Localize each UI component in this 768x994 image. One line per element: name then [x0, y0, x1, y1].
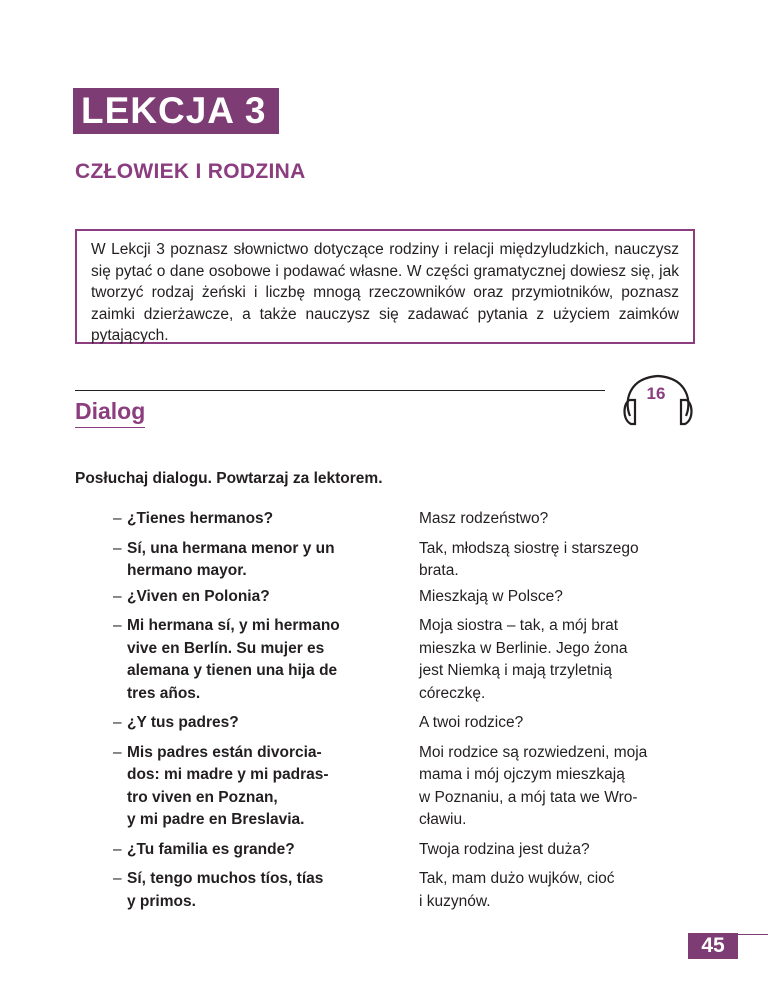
dialog-es-text: Sí, tengo muchos tíos, tías: [127, 870, 324, 887]
lesson-title: LEKCJA 3: [73, 88, 279, 134]
dialog-line-es: [113, 712, 419, 735]
dialog-row: [113, 586, 713, 609]
dialog-pl-text: Tak, młodszą siostrę i starszego: [419, 539, 639, 557]
dialog-es-text: Mi hermana sí, y mi hermano: [127, 617, 340, 634]
dialog-list: [113, 508, 713, 913]
dialog-pl-text: Masz rodzeństwo?: [419, 510, 549, 527]
dialog-pl-text: jest Niemką i mają trzyletnią: [419, 662, 612, 679]
dialog-line-pl: [419, 586, 709, 609]
section-divider: [75, 390, 605, 391]
dialog-pl-text: A twoi rodzice?: [419, 714, 524, 731]
track-number: 16: [646, 384, 666, 403]
dialog-row: [113, 742, 713, 832]
dialog-dash: –: [113, 587, 122, 605]
page-rule: [738, 934, 768, 935]
dialog-line-es: [113, 538, 419, 583]
dialog-es-text: vive en Berlín. Su mujer es: [127, 639, 325, 657]
dialog-row: [113, 508, 713, 531]
dialog-es-text: y mi padre en Breslavia.: [127, 811, 305, 828]
dialog-dash: –: [113, 840, 122, 858]
dialog-line-es: [113, 615, 419, 705]
dialog-pl-text: Twoja rodzina jest duża?: [419, 840, 590, 858]
dialog-pl-text: córeczkę.: [419, 684, 486, 702]
dialog-pl-text: Moja siostra – tak, a mój brat: [419, 617, 618, 634]
dialog-es-text: ¿Y tus padres?: [127, 714, 239, 731]
dialog-line-es: [113, 508, 419, 531]
dialog-pl-text: i kuzynów.: [419, 892, 491, 910]
dialog-dash: –: [113, 743, 122, 761]
dialog-row: [113, 615, 713, 705]
dialog-pl-text: mama i mój ojczym mieszkają: [419, 766, 625, 783]
dialog-pl-text: w Poznaniu, a mój tata we Wro-: [419, 788, 638, 806]
dialog-line-pl: [419, 868, 709, 913]
dialog-row: [113, 868, 713, 913]
dialog-line-pl: [419, 712, 709, 735]
page-number: 45: [688, 933, 738, 959]
dialog-line-es: [113, 742, 419, 832]
dialog-pl-text: cławiu.: [419, 811, 467, 828]
dialog-dash: –: [113, 510, 122, 527]
lesson-subtitle: CZŁOWIEK I RODZINA: [75, 160, 306, 183]
dialog-line-pl: [419, 839, 709, 862]
dialog-line-pl: [419, 742, 709, 832]
dialog-line-es: [113, 868, 419, 913]
dialog-es-text: y primos.: [127, 892, 196, 910]
dialog-es-text: ¿Tu familia es grande?: [127, 840, 295, 858]
dialog-line-pl: [419, 615, 709, 705]
intro-text: W Lekcji 3 poznasz słownictwo dotyczące rodziny i relacji międzyludzkich, nauczysz się pytać o dane osobowe i podawać własne. W części gramatycznej dowiesz się, jak tworzyć rodzaj żeński i liczbę mnogą rzeczowników oraz przymiotników, poznasz zaimki dzierżawcze, a także nauczysz się zadawać pytania z użyciem zaimków pytających.: [91, 241, 679, 344]
dialog-es-text: tro viven en Poznan,: [127, 788, 278, 806]
dialog-es-text: dos: mi madre y mi padras-: [127, 766, 329, 783]
dialog-es-text: Mis padres están divorcia-: [127, 743, 322, 761]
dialog-row: [113, 712, 713, 735]
dialog-pl-text: brata.: [419, 562, 459, 579]
dialog-es-text: alemana y tienen una hija de: [127, 662, 338, 679]
dialog-row: [113, 538, 713, 583]
dialog-line-es: [113, 839, 419, 862]
dialog-pl-text: Tak, mam dużo wujków, cioć: [419, 870, 615, 887]
dialog-pl-text: mieszka w Berlinie. Jego żona: [419, 639, 628, 657]
dialog-line-pl: [419, 538, 709, 583]
dialog-pl-text: Mieszkają w Polsce?: [419, 587, 563, 605]
dialog-dash: –: [113, 617, 122, 634]
section-title: Dialog: [75, 398, 145, 428]
dialog-dash: –: [113, 870, 122, 887]
dialog-es-text: Sí, una hermana menor y un: [127, 539, 335, 557]
dialog-es-text: tres años.: [127, 684, 201, 702]
dialog-dash: –: [113, 539, 122, 557]
dialog-line-es: [113, 586, 419, 609]
dialog-pl-text: Moi rodzice są rozwiedzeni, moja: [419, 743, 648, 761]
dialog-es-text: hermano mayor.: [127, 562, 247, 579]
dialog-es-text: ¿Viven en Polonia?: [127, 587, 270, 605]
dialog-es-text: ¿Tienes hermanos?: [127, 510, 274, 527]
dialog-dash: –: [113, 714, 122, 731]
intro-box: [75, 229, 695, 344]
instruction-text: Posłuchaj dialogu. Powtarzaj za lektorem.: [75, 470, 383, 487]
dialog-line-pl: [419, 508, 709, 531]
dialog-row: [113, 839, 713, 862]
